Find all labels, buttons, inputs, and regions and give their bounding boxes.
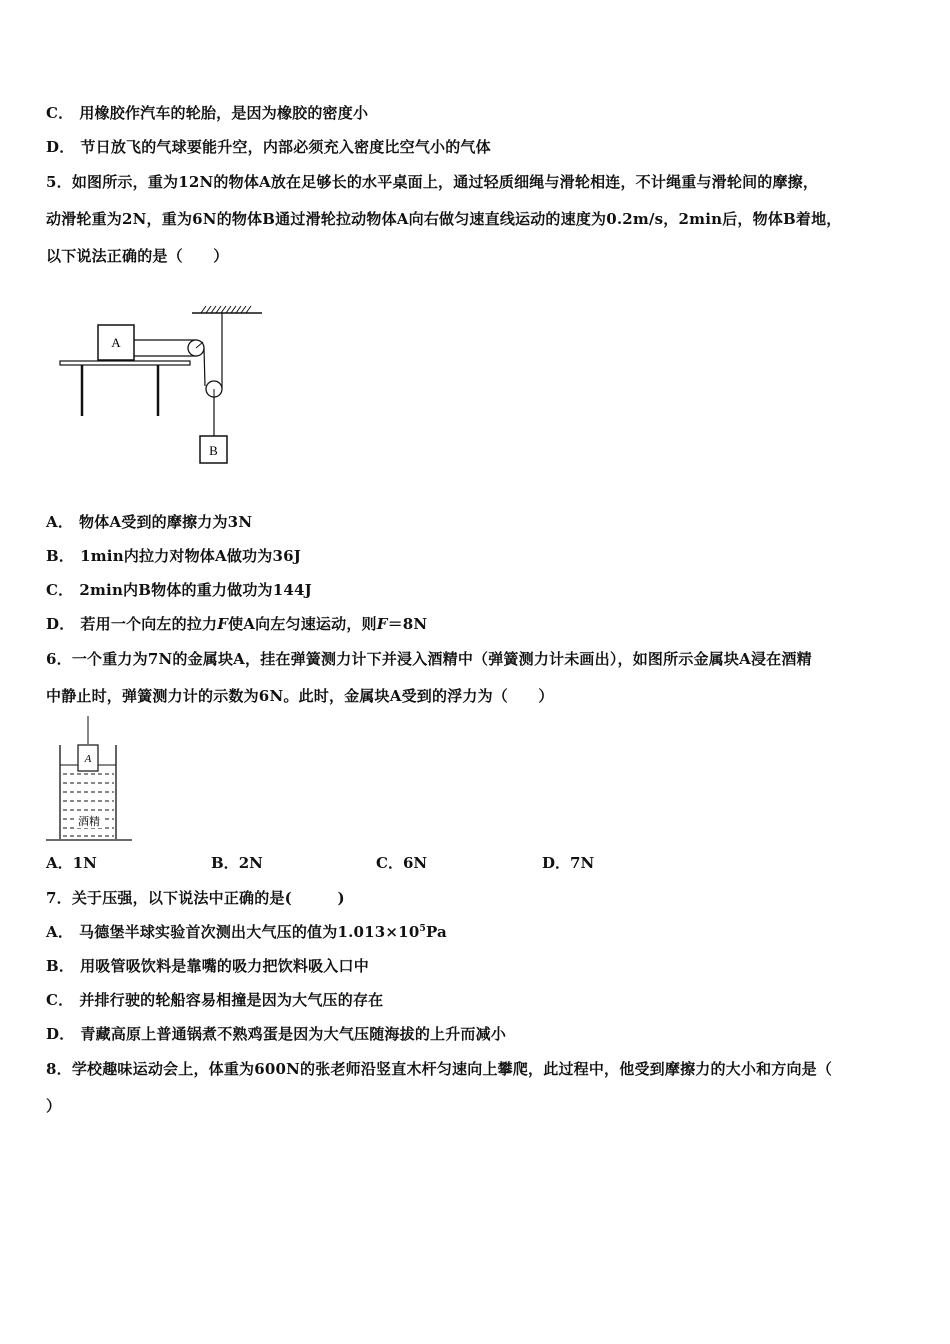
option-text-mid: 使A向左匀速运动，则 <box>228 615 377 633</box>
option-label: B． <box>211 854 239 872</box>
q6-stem-line1: 6．一个重力为7N的金属块A，挂在弹簧测力计下并浸入酒精中（弹簧测力计未画出），如图所示金属块A浸在酒精 <box>46 650 812 668</box>
block-a-label: A <box>111 335 121 350</box>
q6-option-d <box>542 852 594 873</box>
option-label: D． <box>46 1025 75 1043</box>
option-text-post: ＝8N <box>387 615 428 633</box>
q6-option-a <box>46 852 97 873</box>
q5-stem-line3: 以下说法正确的是（ ） <box>46 247 229 265</box>
q6-option-b <box>211 852 263 873</box>
block-b-label: B <box>209 443 218 458</box>
q7-option-c <box>46 989 383 1010</box>
option-c-prev <box>46 102 368 123</box>
q5-option-b <box>46 545 301 566</box>
option-label: C． <box>46 104 74 122</box>
q5-stem-line2: 动滑轮重为2N，重为6N的物体B通过滑轮拉动物体A向右做匀速直线运动的速度为0.2m/s，2min后，物体B着地， <box>46 210 842 228</box>
exponent: 5 <box>419 924 426 934</box>
option-text: 用橡胶作汽车的轮胎，是因为橡胶的密度小 <box>79 104 369 122</box>
beaker-diagram <box>44 716 136 844</box>
option-label: C． <box>46 581 74 599</box>
q8-stem-line1: 8．学校趣味运动会上，体重为600N的张老师沿竖直木杆匀速向上攀爬，此过程中，他受到摩擦力的大小和方向是（ <box>46 1060 833 1078</box>
option-text: 用吸管吸饮料是靠嘴的吸力把饮料吸入口中 <box>80 957 369 975</box>
option-text: 1N <box>72 854 97 872</box>
q6-option-c <box>376 852 427 873</box>
option-label: B． <box>46 957 75 975</box>
option-text: 青藏高原上普通锅煮不熟鸡蛋是因为大气压随海拔的上升而减小 <box>80 1025 507 1043</box>
q7-stem: 7．关于压强，以下说法中正确的是( ) <box>46 889 345 907</box>
q5-option-a <box>46 511 252 532</box>
option-text: 2N <box>238 854 263 872</box>
option-text-pre: 马德堡半球实验首次测出大气压的值为1.013×10 <box>79 923 420 941</box>
option-text: 6N <box>402 854 428 872</box>
var-f: F <box>376 615 388 633</box>
q5-option-d <box>46 613 427 634</box>
option-label: D． <box>46 138 75 156</box>
option-text-post: Pa <box>425 923 447 941</box>
q5-option-c <box>46 579 312 600</box>
option-text: 2min内B物体的重力做功为144J <box>79 581 312 599</box>
q7-option-d <box>46 1023 506 1044</box>
liquid-label: 酒精 <box>78 816 100 828</box>
option-label: C． <box>46 991 74 1009</box>
q7-option-a <box>46 921 447 942</box>
option-label: C． <box>376 854 403 872</box>
option-label: A． <box>46 513 74 531</box>
metal-block-a-label: A <box>84 753 92 765</box>
option-d-prev <box>46 136 491 157</box>
pulley-diagram <box>55 298 270 470</box>
option-label: A． <box>46 923 74 941</box>
q8-stem-line2: ） <box>46 1097 62 1115</box>
option-text-pre: 若用一个向左的拉力 <box>80 615 218 633</box>
q6-stem-line2: 中静止时，弹簧测力计的示数为6N。此时，金属块A受到的浮力为（ ） <box>46 687 554 705</box>
option-text: 节日放飞的气球要能升空，内部必须充入密度比空气小的气体 <box>80 138 491 156</box>
option-label: B． <box>46 547 75 565</box>
option-label: A． <box>46 854 73 872</box>
option-text: 7N <box>570 854 595 872</box>
option-label: D． <box>542 854 571 872</box>
option-text: 并排行驶的轮船容易相撞是因为大气压的存在 <box>79 991 384 1009</box>
option-label: D． <box>46 615 75 633</box>
q5-stem-line1: 5．如图所示，重为12N的物体A放在足够长的水平桌面上，通过轻质细绳与滑轮相连，不计绳重与滑轮间的摩擦， <box>46 173 819 191</box>
option-text: 物体A受到的摩擦力为3N <box>79 513 253 531</box>
q7-option-b <box>46 955 369 976</box>
var-f: F <box>217 615 229 633</box>
option-text: 1min内拉力对物体A做功为36J <box>80 547 302 565</box>
